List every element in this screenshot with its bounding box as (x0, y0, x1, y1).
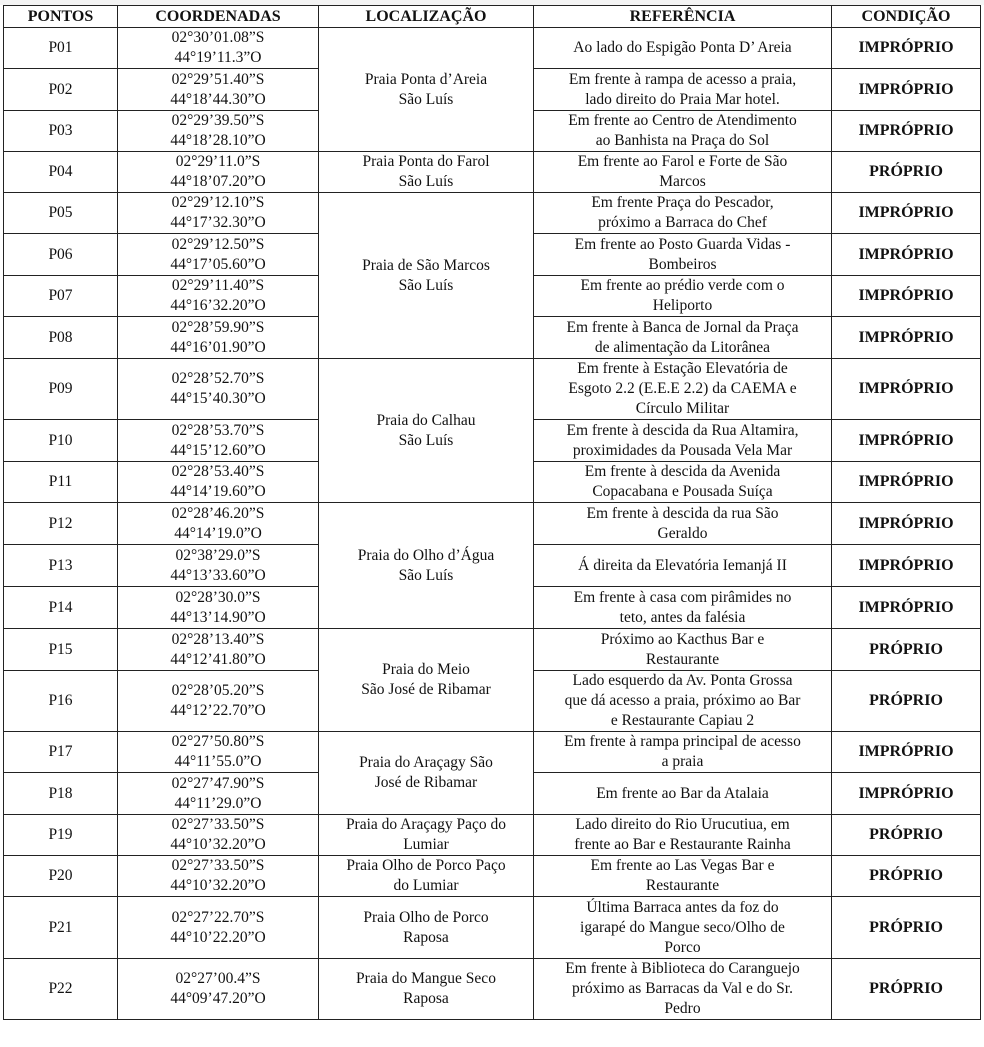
header-localizacao: LOCALIZAÇÃO (319, 6, 534, 28)
reference-line: Em frente à casa com pirâmides no (573, 588, 792, 606)
condition-cell: IMPRÓPRIO (832, 773, 981, 815)
coordinates-cell (118, 959, 319, 1020)
condition-cell: IMPRÓPRIO (832, 462, 981, 503)
latitude: 02°30’01.08”S (171, 29, 265, 46)
location-city: do Lumiar (393, 877, 459, 894)
location-name: Praia do Araçagy Paço do (345, 816, 507, 833)
reference-cell (534, 234, 832, 276)
condition-cell: PRÓPRIO (832, 897, 981, 959)
table-row (4, 897, 981, 959)
reference-line: Em frente à descida da Avenida (584, 463, 781, 480)
reference-line: Á direita da Elevatória Iemanjá II (578, 556, 787, 574)
coordinates-cell (118, 732, 319, 773)
point-id: P08 (4, 317, 118, 359)
header-referencia: REFERÊNCIA (534, 6, 832, 28)
location-city: São Luís (398, 276, 454, 294)
point-id: P07 (4, 276, 118, 317)
latitude: 02°29’11.40”S (171, 277, 265, 294)
reference-cell (534, 629, 832, 671)
latitude: 02°29’12.10”S (171, 194, 265, 211)
reference-line: Restaurante (645, 650, 720, 668)
location-name: Praia do Olho d’Água (357, 546, 495, 564)
reference-cell (534, 111, 832, 152)
longitude: 44°14’19.0”O (174, 524, 262, 542)
longitude: 44°16’32.20”O (170, 297, 266, 314)
reference-cell (534, 462, 832, 503)
point-id: P09 (4, 359, 118, 420)
reference-line: e Restaurante Capiau 2 (610, 712, 755, 729)
location-cell (319, 152, 534, 193)
reference-cell (534, 815, 832, 856)
latitude: 02°27’33.50”S (171, 816, 265, 833)
location-cell (319, 897, 534, 959)
longitude: 44°12’41.80”O (170, 650, 266, 668)
latitude: 02°28’30.0”S (175, 588, 261, 606)
longitude: 44°10’32.20”O (170, 877, 266, 894)
condition-cell: IMPRÓPRIO (832, 69, 981, 111)
longitude: 44°17’32.30”O (170, 214, 266, 231)
location-name: Praia do Mangue Seco (356, 970, 496, 987)
reference-line: Em frente à Estação Elevatória de (577, 360, 788, 377)
coordinates-cell (118, 587, 319, 629)
header-condicao: CONDIÇÃO (832, 6, 981, 28)
location-name: Praia Olho de Porco (363, 908, 489, 926)
reference-line: Em frente Praça do Pescador, (591, 194, 774, 211)
latitude: 02°28’53.70”S (171, 421, 265, 439)
reference-line: Em frente à Banca de Jornal da Praça (566, 318, 799, 336)
point-id: P01 (4, 28, 118, 69)
point-id: P21 (4, 897, 118, 959)
condition-cell: IMPRÓPRIO (832, 545, 981, 587)
reference-line: de alimentação da Litorânea (594, 338, 771, 356)
reference-cell (534, 28, 832, 69)
reference-cell (534, 503, 832, 545)
longitude: 44°10’32.20”O (170, 836, 266, 853)
longitude: 44°15’40.30”O (170, 390, 266, 407)
point-id: P18 (4, 773, 118, 815)
condition-cell: PRÓPRIO (832, 856, 981, 897)
location-cell (319, 629, 534, 732)
reference-line: frente ao Bar e Restaurante Rainha (574, 836, 791, 853)
table-row (4, 503, 981, 545)
coordinates-cell (118, 111, 319, 152)
latitude: 02°29’12.50”S (171, 235, 265, 253)
point-id: P13 (4, 545, 118, 587)
reference-line: igarapé do Mangue seco/Olho de (580, 918, 785, 936)
point-id: P04 (4, 152, 118, 193)
location-name: Praia do Calhau (376, 411, 476, 429)
longitude: 44°18’44.30”O (170, 90, 266, 108)
location-city: São José de Ribamar (361, 681, 491, 698)
longitude: 44°19’11.3”O (174, 49, 262, 66)
reference-line: Em frente ao prédio verde com o (580, 277, 785, 294)
longitude: 44°11’29.0”O (174, 794, 262, 812)
reference-line: Marcos (659, 173, 706, 190)
condition-cell: IMPRÓPRIO (832, 234, 981, 276)
reference-cell (534, 193, 832, 234)
header-pontos: PONTOS (4, 6, 118, 28)
longitude: 44°15’12.60”O (170, 441, 266, 459)
point-id: P14 (4, 587, 118, 629)
latitude: 02°28’13.40”S (171, 630, 265, 648)
coordinates-cell (118, 815, 319, 856)
location-name: Praia Ponta do Farol (362, 153, 490, 170)
location-name: Praia de São Marcos (362, 256, 490, 274)
reference-cell (534, 671, 832, 732)
reference-line: que dá acesso a praia, próximo ao Bar (564, 692, 801, 709)
reference-cell (534, 69, 832, 111)
table-row (4, 152, 981, 193)
coordinates-cell (118, 773, 319, 815)
header-coordenadas: COORDENADAS (118, 6, 319, 28)
point-id: P22 (4, 959, 118, 1020)
reference-cell (534, 587, 832, 629)
location-city: São Luís (398, 173, 454, 190)
condition-cell: IMPRÓPRIO (832, 28, 981, 69)
reference-line: Em frente à descida da Rua Altamira, (566, 421, 799, 439)
reference-line: Em frente ao Farol e Forte de São (577, 153, 788, 170)
coordinates-cell (118, 856, 319, 897)
latitude: 02°28’59.90”S (171, 318, 265, 336)
reference-cell (534, 773, 832, 815)
condition-cell: PRÓPRIO (832, 671, 981, 732)
latitude: 02°29’11.0”S (175, 153, 261, 170)
location-city: São Luís (398, 566, 454, 584)
reference-line: Esgoto 2.2 (E.E.E 2.2) da CAEMA e (568, 380, 797, 397)
location-cell (319, 28, 534, 152)
location-cell (319, 732, 534, 815)
coordinates-cell (118, 420, 319, 462)
latitude: 02°28’53.40”S (171, 463, 265, 480)
condition-cell: IMPRÓPRIO (832, 193, 981, 234)
reference-line: Lado esquerdo da Av. Ponta Grossa (572, 672, 793, 689)
reference-line: Em frente à descida da rua São (586, 504, 779, 522)
longitude: 44°10’22.20”O (170, 928, 266, 946)
table-row (4, 959, 981, 1020)
longitude: 44°13’14.90”O (170, 608, 266, 626)
table-row (4, 359, 981, 420)
condition-cell: IMPRÓPRIO (832, 317, 981, 359)
longitude: 44°13’33.60”O (170, 566, 266, 584)
location-cell (319, 815, 534, 856)
reference-line: proximidades da Pousada Vela Mar (572, 441, 793, 459)
condition-cell: IMPRÓPRIO (832, 359, 981, 420)
condition-cell: IMPRÓPRIO (832, 276, 981, 317)
longitude: 44°11’55.0”O (174, 753, 262, 770)
longitude: 44°17’05.60”O (170, 255, 266, 273)
location-cell (319, 503, 534, 629)
reference-cell (534, 545, 832, 587)
reference-line: próximo a Barraca do Chef (598, 214, 767, 231)
point-id: P16 (4, 671, 118, 732)
coordinates-cell (118, 276, 319, 317)
reference-line: Heliporto (652, 297, 713, 314)
location-cell (319, 193, 534, 359)
longitude: 44°16’01.90”O (170, 338, 266, 356)
point-id: P03 (4, 111, 118, 152)
point-id: P11 (4, 462, 118, 503)
condition-cell: PRÓPRIO (832, 152, 981, 193)
table-body (4, 28, 981, 1020)
condition-cell: PRÓPRIO (832, 815, 981, 856)
reference-line: lado direito do Praia Mar hotel. (585, 90, 780, 108)
reference-line: Ao lado do Espigão Ponta D’ Areia (573, 39, 792, 56)
point-id: P06 (4, 234, 118, 276)
condition-cell: PRÓPRIO (832, 959, 981, 1020)
reference-line: Em frente ao Posto Guarda Vidas - (574, 235, 791, 253)
reference-line: Última Barraca antes da foz do (586, 898, 779, 916)
latitude: 02°27’00.4”S (175, 970, 261, 987)
reference-cell (534, 897, 832, 959)
coordinates-cell (118, 193, 319, 234)
table-row (4, 193, 981, 234)
coordinates-cell (118, 897, 319, 959)
reference-line: Pedro (664, 1000, 701, 1017)
point-id: P02 (4, 69, 118, 111)
point-id: P05 (4, 193, 118, 234)
latitude: 02°27’47.90”S (171, 774, 265, 792)
table-row (4, 815, 981, 856)
latitude: 02°29’51.40”S (171, 70, 265, 88)
reference-cell (534, 856, 832, 897)
reference-line: ao Banhista na Praça do Sol (595, 132, 770, 149)
point-id: P17 (4, 732, 118, 773)
location-city: Lumiar (403, 836, 449, 853)
latitude: 02°27’22.70”S (171, 908, 265, 926)
latitude: 02°29’39.50”S (171, 112, 265, 129)
location-name: Praia Ponta d’Areia (364, 70, 488, 88)
table-row (4, 629, 981, 671)
reference-cell (534, 420, 832, 462)
reference-line: Em frente ao Las Vegas Bar e (590, 857, 775, 874)
longitude: 44°18’07.20”O (170, 173, 266, 190)
reference-line: Próximo ao Kacthus Bar e (600, 630, 765, 648)
reference-line: Lado direito do Rio Urucutiua, em (575, 816, 790, 833)
condition-cell: IMPRÓPRIO (832, 111, 981, 152)
latitude: 02°28’46.20”S (171, 504, 265, 522)
location-city: Raposa (403, 990, 449, 1007)
longitude: 44°09’47.20”O (170, 990, 266, 1007)
table-row (4, 28, 981, 69)
reference-line: teto, antes da falésia (619, 608, 746, 626)
coordinates-cell (118, 671, 319, 732)
latitude: 02°27’50.80”S (171, 733, 265, 750)
latitude: 02°27’33.50”S (171, 857, 265, 874)
coordinates-cell (118, 28, 319, 69)
reference-line: Copacabana e Pousada Suíça (592, 483, 773, 500)
reference-line: Geraldo (657, 524, 708, 542)
reference-line: próximo as Barracas da Val e do Sr. (572, 980, 793, 997)
point-id: P15 (4, 629, 118, 671)
longitude: 44°12’22.70”O (170, 702, 266, 719)
location-name: Praia do Araçagy São (359, 754, 493, 771)
latitude: 02°28’52.70”S (171, 370, 265, 387)
reference-line: Em frente à rampa principal de acesso (564, 733, 801, 750)
point-id: P12 (4, 503, 118, 545)
reference-line: a praia (661, 753, 704, 770)
location-cell (319, 856, 534, 897)
coordinates-cell (118, 359, 319, 420)
latitude: 02°38’29.0”S (175, 546, 261, 564)
coordinates-cell (118, 462, 319, 503)
location-name: Praia Olho de Porco Paço (346, 857, 506, 874)
point-id: P20 (4, 856, 118, 897)
longitude: 44°18’28.10”O (170, 132, 266, 149)
coordinates-cell (118, 69, 319, 111)
location-city: Raposa (403, 928, 449, 946)
condition-cell: IMPRÓPRIO (832, 420, 981, 462)
coordinates-cell (118, 317, 319, 359)
reference-line: Porco (664, 938, 701, 956)
location-city: São Luís (398, 90, 454, 108)
reference-line: Em frente à rampa de acesso a praia, (568, 70, 797, 88)
coordinates-cell (118, 545, 319, 587)
reference-cell (534, 276, 832, 317)
condition-cell: IMPRÓPRIO (832, 587, 981, 629)
header-row (4, 6, 981, 28)
reference-line: Bombeiros (648, 255, 717, 273)
coordinates-cell (118, 629, 319, 671)
table-row (4, 856, 981, 897)
reference-cell (534, 732, 832, 773)
reference-line: Em frente ao Centro de Atendimento (568, 112, 797, 129)
longitude: 44°14’19.60”O (170, 483, 266, 500)
table-row (4, 732, 981, 773)
location-city: José de Ribamar (374, 774, 478, 791)
coordinates-cell (118, 234, 319, 276)
location-name: Praia do Meio (382, 661, 470, 678)
location-cell (319, 959, 534, 1020)
reference-cell (534, 317, 832, 359)
location-cell (319, 359, 534, 503)
condition-cell: IMPRÓPRIO (832, 503, 981, 545)
water-quality-table (3, 5, 981, 1020)
condition-cell: PRÓPRIO (832, 629, 981, 671)
reference-line: Em frente ao Bar da Atalaia (596, 784, 769, 802)
reference-cell (534, 959, 832, 1020)
latitude: 02°28’05.20”S (171, 682, 265, 699)
coordinates-cell (118, 152, 319, 193)
coordinates-cell (118, 503, 319, 545)
reference-line: Círculo Militar (635, 400, 730, 417)
reference-line: Restaurante (645, 877, 720, 894)
reference-line: Em frente à Biblioteca do Caranguejo (565, 960, 800, 977)
reference-cell (534, 359, 832, 420)
location-city: São Luís (398, 431, 454, 449)
reference-cell (534, 152, 832, 193)
point-id: P10 (4, 420, 118, 462)
point-id: P19 (4, 815, 118, 856)
condition-cell: IMPRÓPRIO (832, 732, 981, 773)
